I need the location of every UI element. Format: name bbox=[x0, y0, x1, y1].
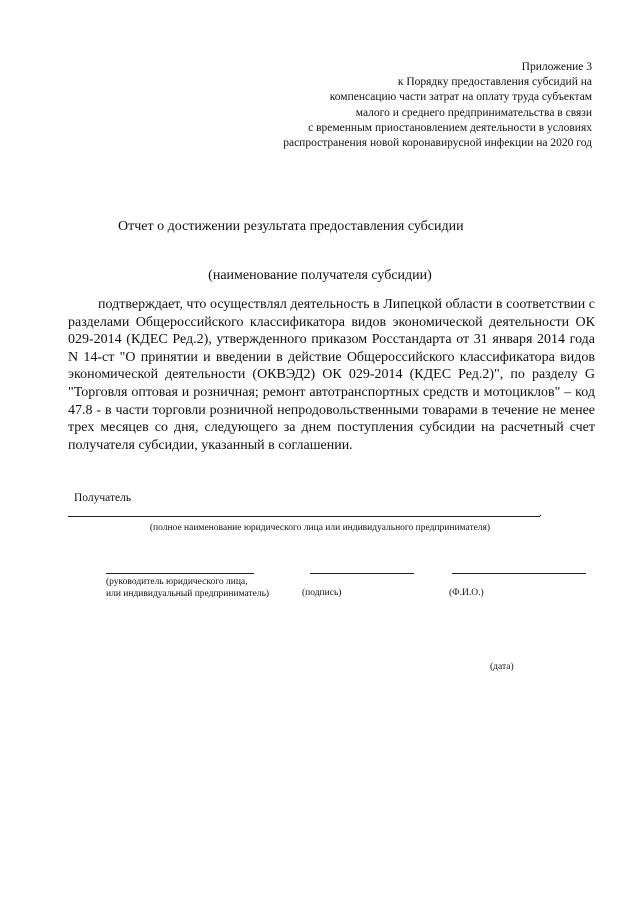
fio-caption: (Ф.И.О.) bbox=[449, 588, 484, 598]
recipient-label: Получатель bbox=[74, 492, 132, 504]
recipient-name-caption: (наименование получателя субсидии) bbox=[208, 268, 432, 283]
org-name-line bbox=[68, 516, 540, 517]
org-name-caption: (полное наименование юридического лица или индивидуального предпринимателя) bbox=[149, 523, 491, 533]
fio-line bbox=[452, 573, 586, 574]
head-caption bbox=[106, 576, 269, 600]
signature-caption: (подпись) bbox=[302, 588, 342, 598]
date-caption: (дата) bbox=[490, 662, 514, 672]
report-body-paragraph: подтверждает, что осуществлял деятельность в Липецкой области в соответствии с разделами Общероссийского классификатора видов экономической деятельности ОК 029-2014 (КДЕС Ред.2), утвержденного приказом Росстандарта от 31 января 2014 года N 14-ст "О принятии и введении в действие Общероссийского классификатора видов экономической деятельности (ОКВЭД2) ОК 029-2014 (КДЕС Ред.2)", по разделу G "Торговля оптовая и розничная; ремонт автотранспортных средств и мотоциклов" – код 47.8 - в части торговли розничной непродовольственными товарами в течение не менее трех месяцев со дня, следующего за днем поступления субсидии на расчетный счет получателя субсидии, указанный в соглашении. bbox=[68, 297, 595, 453]
org-name-line-end: . bbox=[539, 507, 542, 519]
head-signature-line bbox=[106, 573, 254, 574]
appendix-line: Приложение 3 bbox=[521, 61, 592, 73]
head-caption-line: (руководитель юридического лица, bbox=[106, 577, 248, 587]
head-caption-line: или индивидуальный предприниматель) bbox=[106, 589, 270, 599]
appendix-line: с временным приостановлением деятельности в условиях bbox=[308, 121, 592, 134]
report-title: Отчет о достижении результата предоставления субсидии bbox=[118, 219, 464, 234]
appendix-line: компенсацию части затрат на оплату труда субъектам bbox=[329, 91, 592, 104]
appendix-line: к Порядку предоставления субсидий на bbox=[397, 76, 592, 89]
appendix-line: распространения новой коронавирусной инфекции на 2020 год bbox=[283, 137, 592, 150]
appendix-line: малого и среднего предпринимательства в связи bbox=[355, 106, 592, 119]
signature-line bbox=[310, 573, 414, 574]
appendix-header bbox=[283, 60, 592, 151]
